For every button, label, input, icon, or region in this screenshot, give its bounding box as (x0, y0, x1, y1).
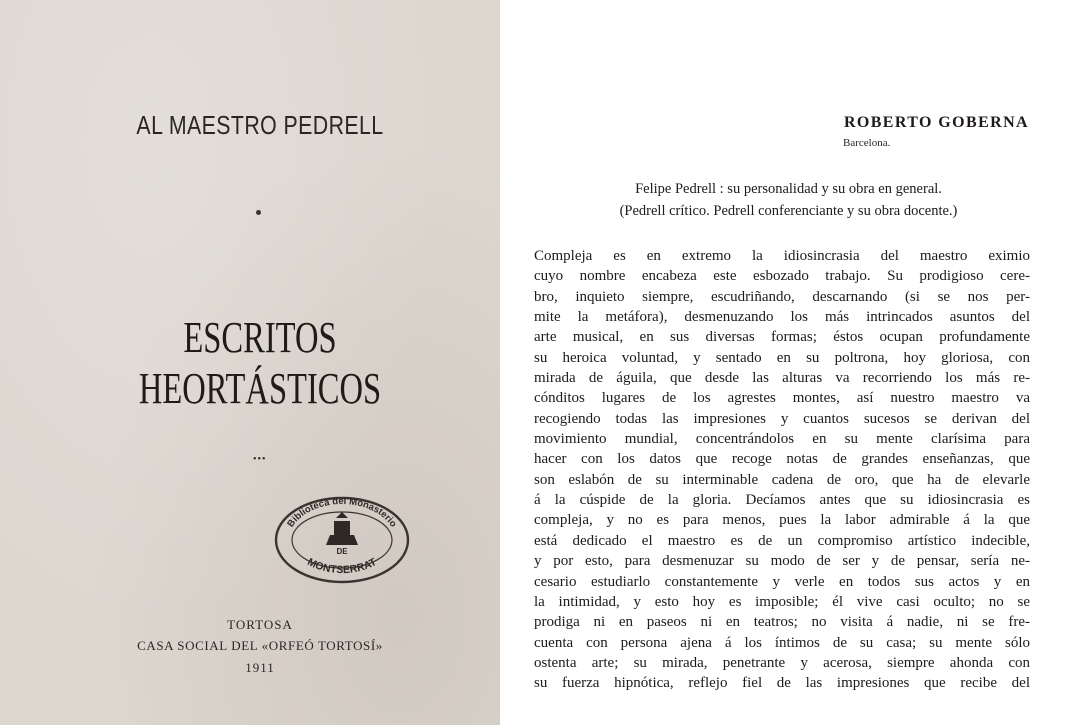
author-city: Barcelona. (843, 137, 891, 149)
cover-dedication: AL MAESTRO PEDRELL (136, 110, 384, 140)
article-title: Felipe Pedrell : su personalidad y su obra en general. (635, 181, 942, 197)
article-subtitle: (Pedrell crítico. Pedrell conferenciante y su obra docente.) (619, 203, 958, 219)
imprint-publisher: CASA SOCIAL DEL «ORFEÓ TORTOSÍ» (137, 638, 383, 653)
monastery-emblem-icon (326, 512, 358, 545)
imprint-city: TORTOSA (227, 617, 293, 632)
body-line: y por esto, para desmenuzar su modo de ser y de pensar, sería ne- (534, 553, 1030, 570)
body-line: bro, inquieto siempre, escudriñando, descarnando (si se nos per- (534, 288, 1030, 305)
cover-ornament: ••• (253, 454, 267, 465)
stamp-top-text: Biblioteca del Monasterio (285, 495, 399, 530)
cover-dot-ornament (256, 210, 261, 215)
body-line: movimiento mundial, concentrándolos en su mente clarísima para (534, 431, 1030, 448)
imprint-year: 1911 (245, 660, 275, 675)
body-line: hacer con los datos que recoge notas de grandes enseñanzas, que (534, 451, 1030, 468)
body-line: está dedicado el maestro es de un compromiso artístico indecible, (534, 532, 1030, 549)
author-name: ROBERTO GOBERNA (843, 114, 1029, 131)
body-line: cuenta con persona ajena á los íntimos de su casa; su mente sólo (534, 634, 1030, 651)
body-line: mirada de águila, que desde las alturas va recorriendo los más re- (534, 370, 1030, 387)
body-line: cónditos lugares de los agrestes montes, así nuestro maestro va (534, 390, 1030, 407)
body-line: son eslabón de su interminable cadena de oro, que ha de elevarle (534, 471, 1030, 488)
body-line: prodiga ni en paseos ni en teatros; no visita á nadie, ni se fre- (534, 614, 1030, 631)
article-body (534, 246, 1030, 694)
body-line: compleja, y no es para menos, pues la labor admirable á la que (534, 512, 1030, 529)
cover-title: ESCRITOS HEORTÁSTICOS (138, 313, 382, 413)
body-line: ostenta arte; su mirada, penetrante y acerosa, siempre ahonda con (534, 654, 1030, 671)
stamp-bottom-text: MONTSERRAT (305, 555, 379, 577)
stamp-middle-text: DE (336, 547, 348, 556)
body-line: mite la metáfora), desmenuzando los más intrincados asuntos del (534, 309, 1030, 326)
library-stamp (272, 494, 412, 586)
body-line: su fuerza hipnótica, reflejo fiel de las impresiones que recibe del (534, 675, 1030, 692)
body-line: á la cúspide de la gloria. Decíamos antes que su idiosincrasia es (534, 492, 1030, 509)
body-line: recogiendo todas las impresiones y cuantos sucesos se derivan del (534, 410, 1030, 427)
body-line: arte musical, en sus diversas formas; éstos ocupan profundamente (534, 329, 1030, 346)
cover-page (0, 0, 500, 725)
text-page (500, 0, 1077, 725)
body-line: Compleja es en extremo la idiosincrasia del maestro eximio (534, 248, 1030, 264)
svg-text:MONTSERRAT (305, 556, 379, 576)
body-line: su heroica voluntad, y sentado en su poltrona, hoy gloriosa, con (534, 349, 1030, 366)
body-line: cuyo nombre encabeza este esbozado trabajo. Su prodigioso cere- (534, 268, 1030, 285)
body-line: cesario estudiarlo constantemente y verle en todos sus actos y en (534, 573, 1030, 590)
body-line: la intimidad, y esto hoy es imposible; él vive casi oculto; no se (534, 593, 1030, 610)
